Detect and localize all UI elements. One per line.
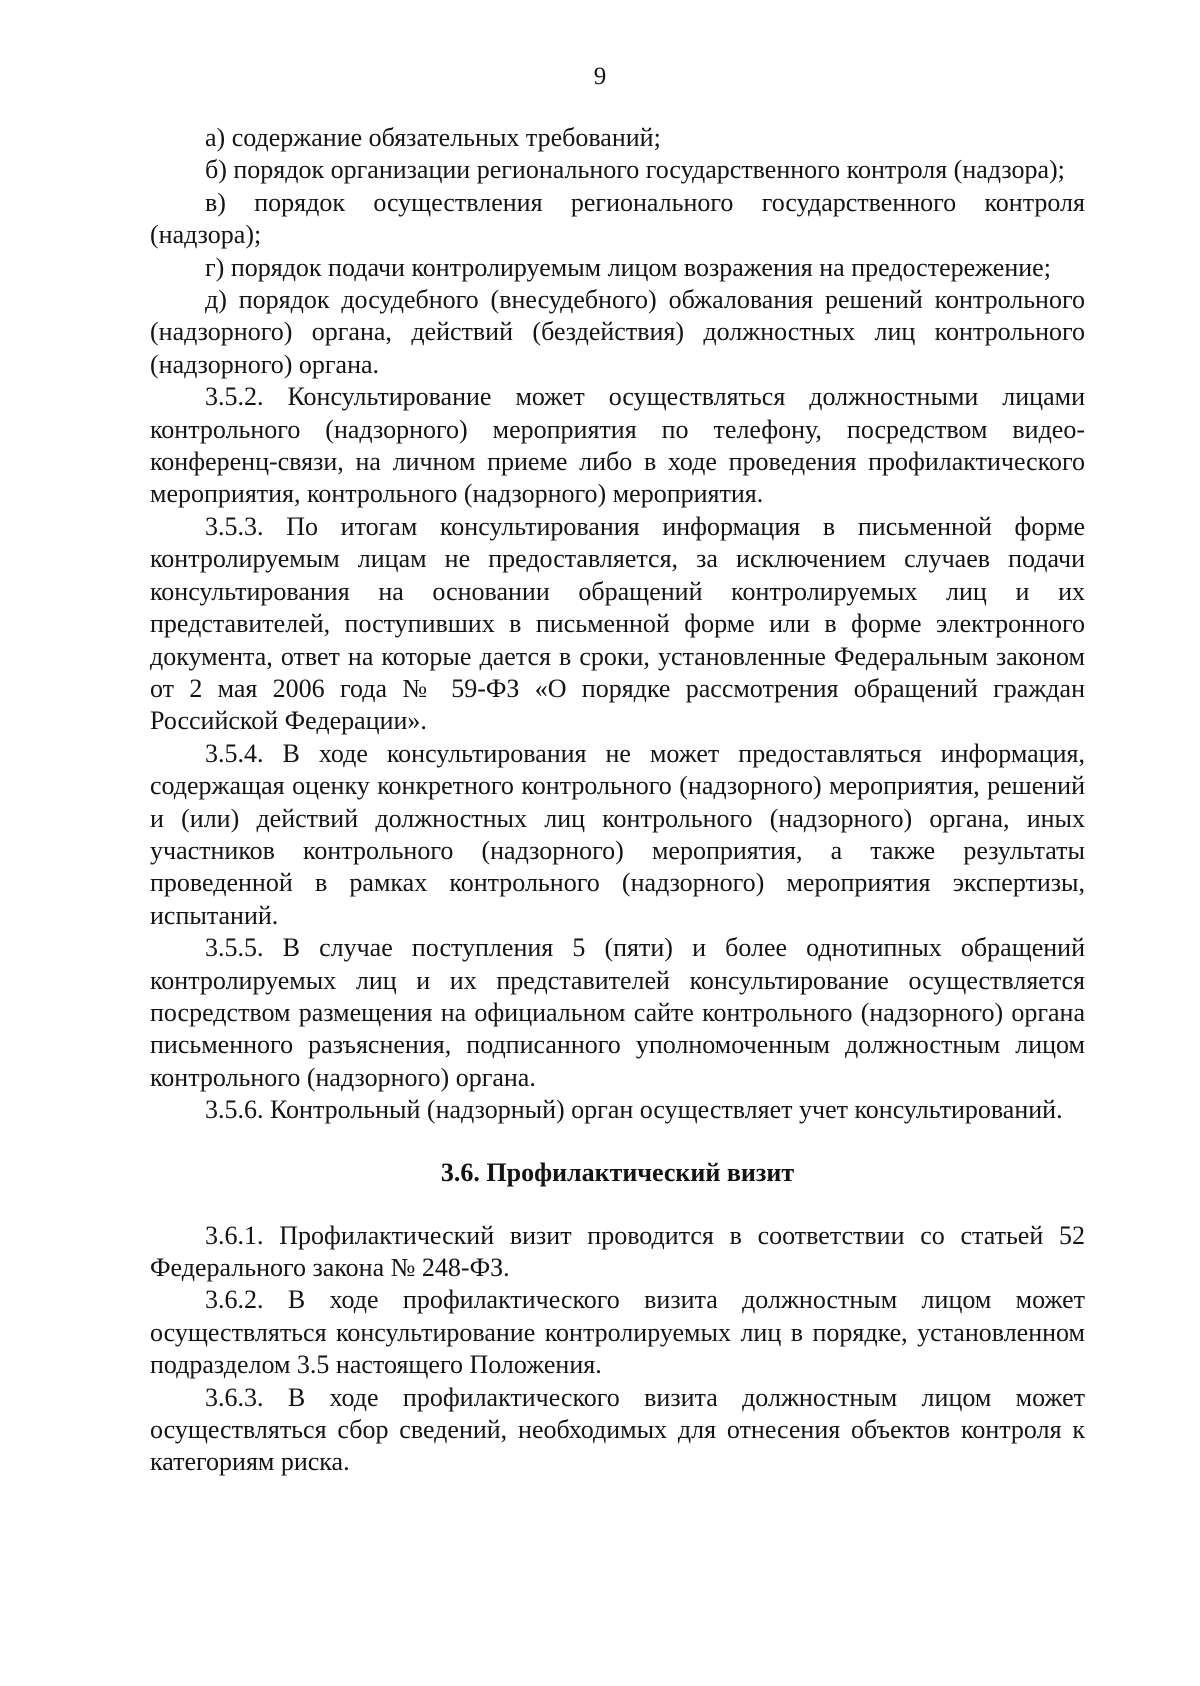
paragraph-3-6-1: 3.6.1. Профилактический визит проводится в соответствии со статьей 52 Федерального закона № 248-ФЗ. (150, 1220, 1085, 1282)
document-body (150, 122, 1085, 1479)
page-number: 9 (593, 63, 607, 90)
paragraph-item-a: а) содержание обязательных требований; (205, 123, 661, 152)
section-heading: 3.6. Профилактический визит (440, 1157, 795, 1187)
paragraph-3-5-2: 3.5.2. Консультирование может осуществляться должностными лицами контрольного (надзорного) мероприятия по телефону, посредством видео-конференц-связи, на личном приеме либо в ходе проведения профилактического мероприятия, контрольного (надзорного) мероприятия. (150, 382, 1085, 509)
paragraph-3-5-5: 3.5.5. В случае поступления 5 (пяти) и более однотипных обращений контролируемых лиц и их представителей консультирование осуществляется посредством размещения на официальном сайте контрольного (надзорного) органа письменного разъяснения, подписанного уполномоченным должностным лицом контрольного (надзорного) органа. (150, 933, 1085, 1092)
paragraph-3-6-2: 3.6.2. В ходе профилактического визита должностным лицом может осуществляться консультирование контролируемых лиц в порядке, установленном подразделом 3.5 настоящего Положения. (150, 1285, 1085, 1380)
paragraph-item-b: б) порядок организации регионального государственного контроля (надзора); (205, 155, 1065, 185)
paragraph-3-6-3: 3.6.3. В ходе профилактического визита должностным лицом может осуществляться сбор сведений, необходимых для отнесения объектов контроля к категориям риска. (150, 1382, 1085, 1477)
paragraph-3-5-4: 3.5.4. В ходе консультирования не может предоставляться информация, содержащая оценку конкретного контрольного (надзорного) мероприятия, решений и (или) действий должностных лиц контрольного (надзорного) органа, иных участников контрольного (надзорного) мероприятия, а также результаты проведенной в рамках контрольного (надзорного) мероприятия экспертизы, испытаний. (150, 738, 1085, 930)
paragraph-3-5-3: 3.5.3. По итогам консультирования информация в письменной форме контролируемым лицам не предоставляется, за исключением случаев подачи консультирования на основании обращений контролируемых лиц и их представителей, поступивших в письменной форме или в форме электронного документа, ответ на которые дается в сроки, установленные Федеральным законом от 2 мая 2006 года № 59-ФЗ «О порядке рассмотрения обращений граждан Российской Федерации». (150, 511, 1085, 736)
paragraph-item-v: в) порядок осуществления регионального государственного контроля (надзора); (150, 187, 1085, 250)
paragraph-item-g: г) порядок подачи контролируемым лицом возражения на предостережение; (205, 252, 1051, 282)
paragraph-item-d: д) порядок досудебного (внесудебного) обжалования решений контрольного (надзорного) органа, действий (бездействия) должностных лиц контрольного (надзорного) органа. (150, 285, 1085, 379)
paragraph-3-5-6: 3.5.6. Контрольный (надзорный) орган осуществляет учет консультирований. (205, 1095, 1063, 1125)
